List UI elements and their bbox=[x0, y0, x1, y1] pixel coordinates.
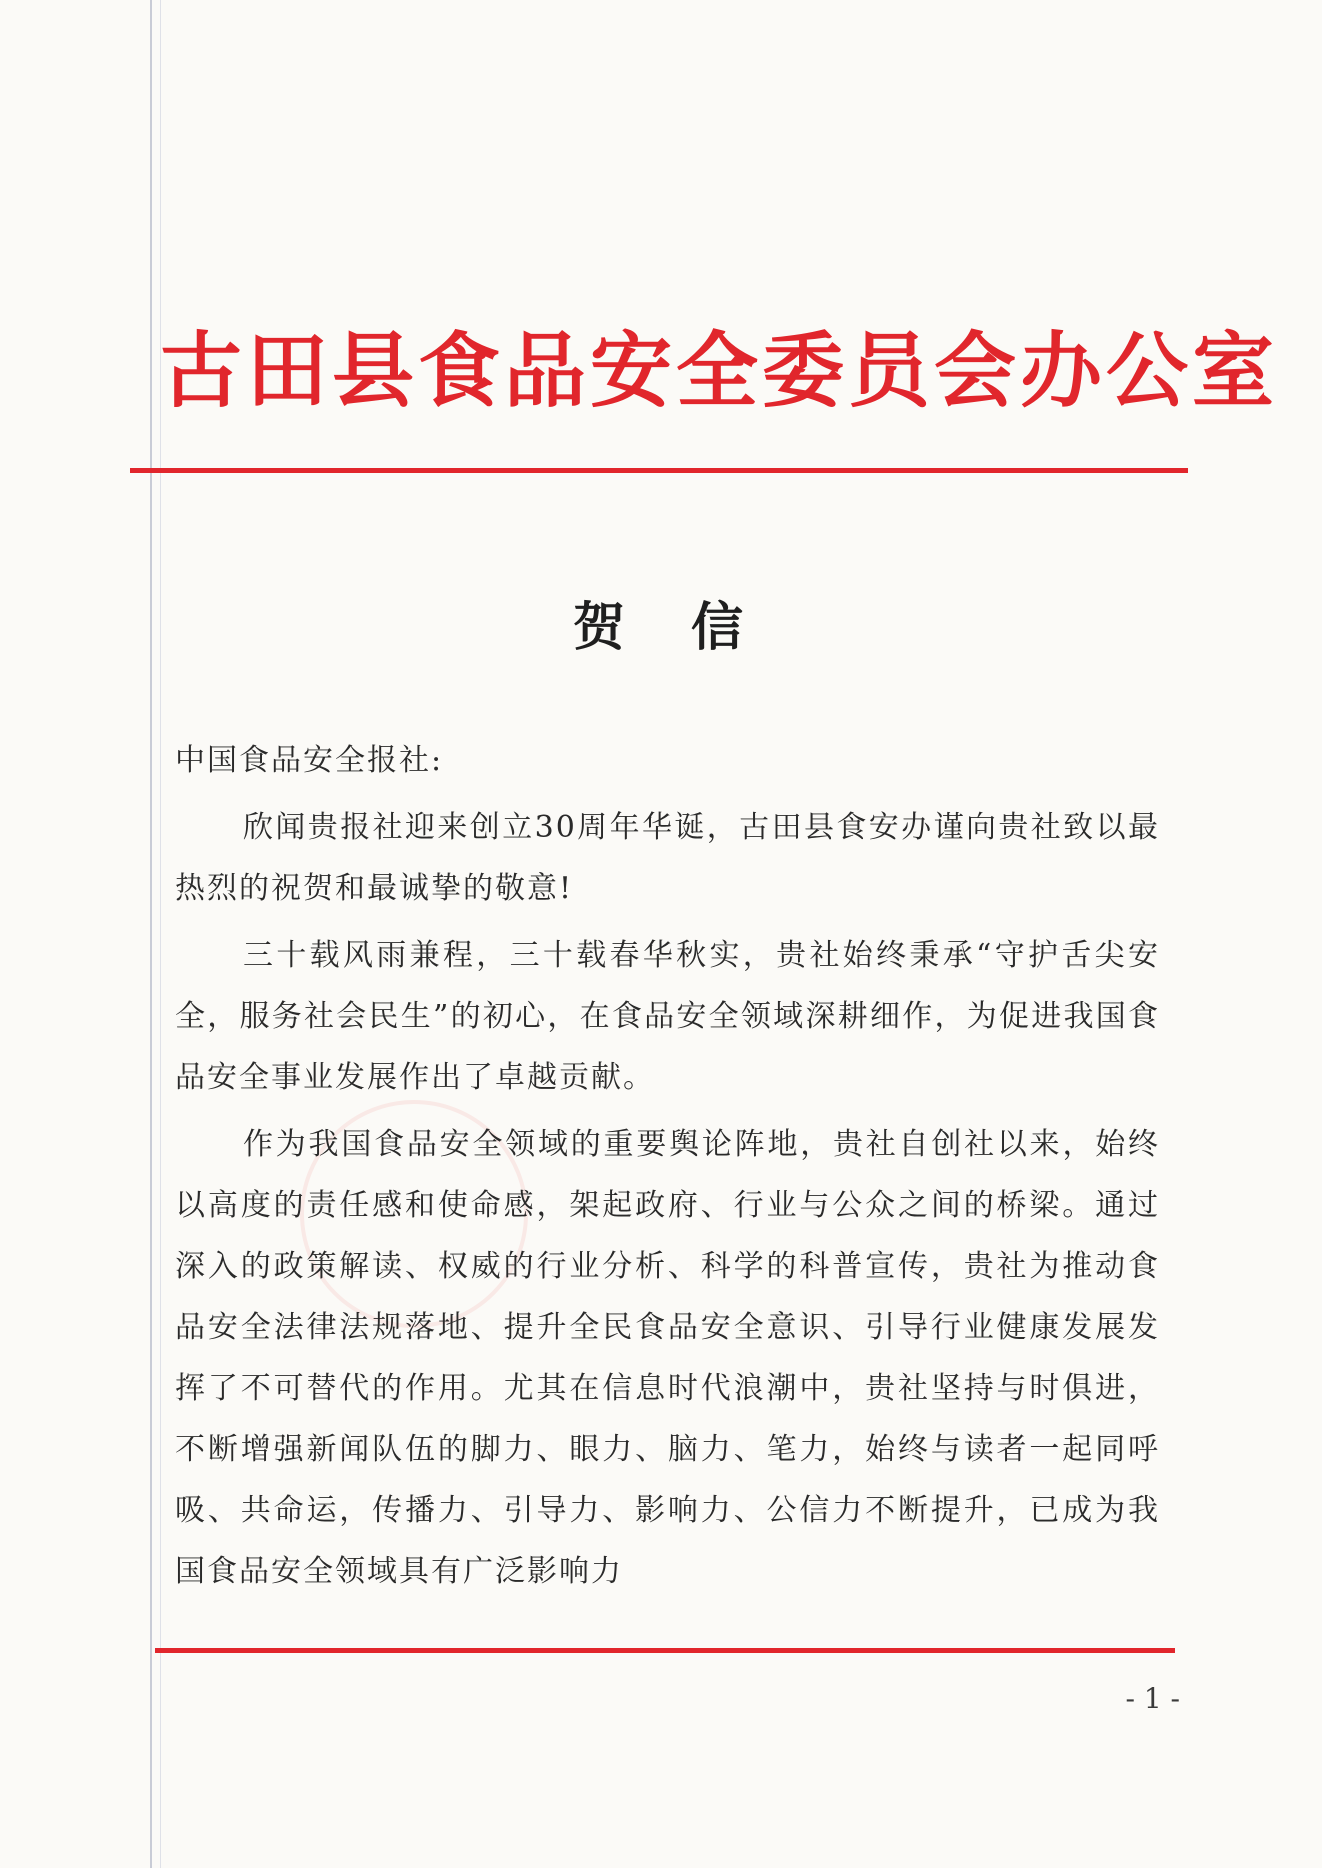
letterhead-issuer: 古田县食品安全委员会办公室 bbox=[160, 323, 1279, 419]
salutation: 中国食品安全报社: bbox=[175, 743, 444, 778]
scan-edge-line bbox=[150, 0, 152, 1868]
letter-body bbox=[175, 730, 1160, 1602]
page-number: - 1 - bbox=[1125, 1682, 1180, 1715]
scan-edge-line bbox=[160, 0, 161, 1868]
letterhead-red-rule bbox=[130, 468, 1188, 473]
paragraph: 欣闻贵报社迎来创立30周年华诞，古田县食安办谨向贵社致以最热烈的祝贺和最诚挚的敬意! bbox=[175, 810, 1160, 906]
paragraph: 作为我国食品安全领域的重要舆论阵地，贵社自创社以来，始终以高度的责任感和使命感，架起政府、行业与公众之间的桥梁。通过深入的政策解读、权威的行业分析、科学的科普宣传，贵社为推动食品安全法律法规落地、提升全民食品安全意识、引导行业健康发展发挥了不可替代的作用。尤其在信息时代浪潮中，贵社坚持与时俱进，不断增强新闻队伍的脚力、眼力、脑力、笔力，始终与读者一起同呼吸、共命运，传播力、引导力、影响力、公信力不断提升，已成为我国食品安全领域具有广泛影响力 bbox=[175, 1127, 1160, 1589]
document-heading: 贺 信 bbox=[572, 597, 768, 658]
paragraph: 三十载风雨兼程，三十载春华秋实，贵社始终秉承“守护舌尖安全，服务社会民生”的初心，在食品安全领域深耕细作，为促进我国食品安全事业发展作出了卓越贡献。 bbox=[175, 938, 1160, 1095]
bleed-through-ghost bbox=[560, 270, 860, 300]
footer-red-rule bbox=[155, 1648, 1175, 1653]
